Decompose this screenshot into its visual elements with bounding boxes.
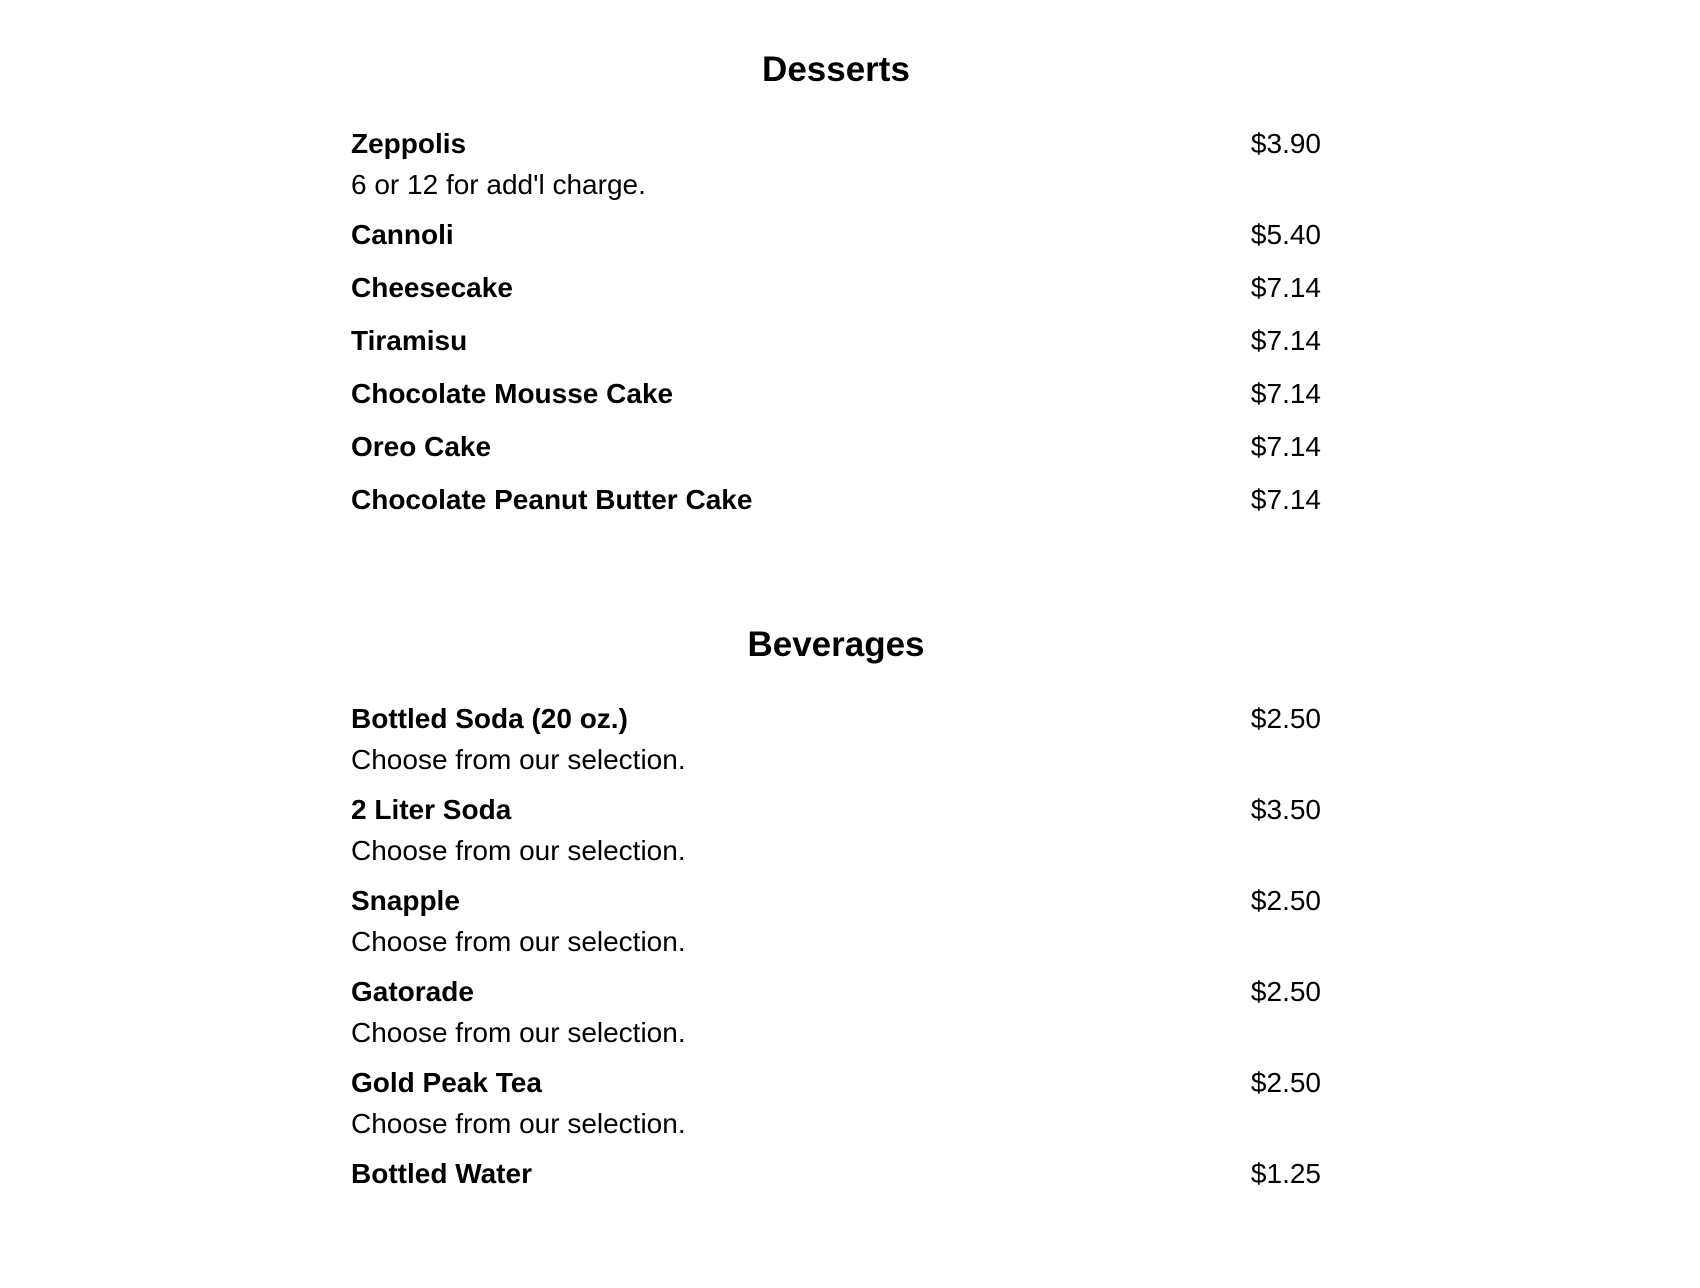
item-name: Snapple xyxy=(351,885,460,916)
item-name: Cannoli xyxy=(351,219,454,250)
item-name: Cheesecake xyxy=(351,272,513,303)
item-name: Tiramisu xyxy=(351,325,468,356)
item-name: Chocolate Mousse Cake xyxy=(351,378,674,409)
item-description: Choose from our selection. xyxy=(351,1108,686,1139)
item-name: Bottled Soda (20 oz.) xyxy=(351,703,628,734)
menu-item[interactable] xyxy=(351,482,1321,518)
menu-item[interactable] xyxy=(351,126,1321,203)
item-name: Oreo Cake xyxy=(351,431,492,462)
item-price: $2.50 xyxy=(1250,703,1321,734)
item-name: Gatorade xyxy=(351,976,474,1007)
item-description: Choose from our selection. xyxy=(351,835,686,866)
desserts-list xyxy=(351,126,1321,518)
desserts-section xyxy=(351,50,1321,518)
item-price: $3.50 xyxy=(1250,794,1321,825)
beverages-section xyxy=(351,625,1321,1192)
menu-item[interactable] xyxy=(351,701,1321,778)
menu-item[interactable] xyxy=(351,792,1321,869)
menu-item[interactable] xyxy=(351,974,1321,1051)
menu-item[interactable] xyxy=(351,1065,1321,1142)
menu-item[interactable] xyxy=(351,1156,1321,1192)
section-title: Beverages xyxy=(747,625,925,664)
menu-item[interactable] xyxy=(351,217,1321,253)
item-name: Chocolate Peanut Butter Cake xyxy=(351,484,753,515)
item-price: $7.14 xyxy=(1250,272,1321,303)
item-description: Choose from our selection. xyxy=(351,1017,686,1048)
item-price: $7.14 xyxy=(1250,325,1321,356)
item-price: $7.14 xyxy=(1250,378,1321,409)
item-price: $7.14 xyxy=(1250,484,1321,515)
section-title: Desserts xyxy=(762,50,910,89)
item-price: $3.90 xyxy=(1250,128,1321,159)
item-name: 2 Liter Soda xyxy=(351,794,512,825)
item-price: $2.50 xyxy=(1250,885,1321,916)
item-price: $5.40 xyxy=(1250,219,1321,250)
item-name: Bottled Water xyxy=(351,1158,532,1189)
item-price: $7.14 xyxy=(1250,431,1321,462)
item-description: 6 or 12 for add'l charge. xyxy=(351,169,646,200)
menu-item[interactable] xyxy=(351,323,1321,359)
item-name: Zeppolis xyxy=(351,128,467,159)
item-price: $1.25 xyxy=(1250,1158,1321,1189)
item-name: Gold Peak Tea xyxy=(351,1067,542,1098)
beverages-list xyxy=(351,701,1321,1192)
menu-item[interactable] xyxy=(351,376,1321,412)
menu-item[interactable] xyxy=(351,429,1321,465)
menu-item[interactable] xyxy=(351,883,1321,960)
item-price: $2.50 xyxy=(1250,1067,1321,1098)
menu-item[interactable] xyxy=(351,270,1321,306)
item-price: $2.50 xyxy=(1250,976,1321,1007)
item-description: Choose from our selection. xyxy=(351,744,686,775)
item-description: Choose from our selection. xyxy=(351,926,686,957)
